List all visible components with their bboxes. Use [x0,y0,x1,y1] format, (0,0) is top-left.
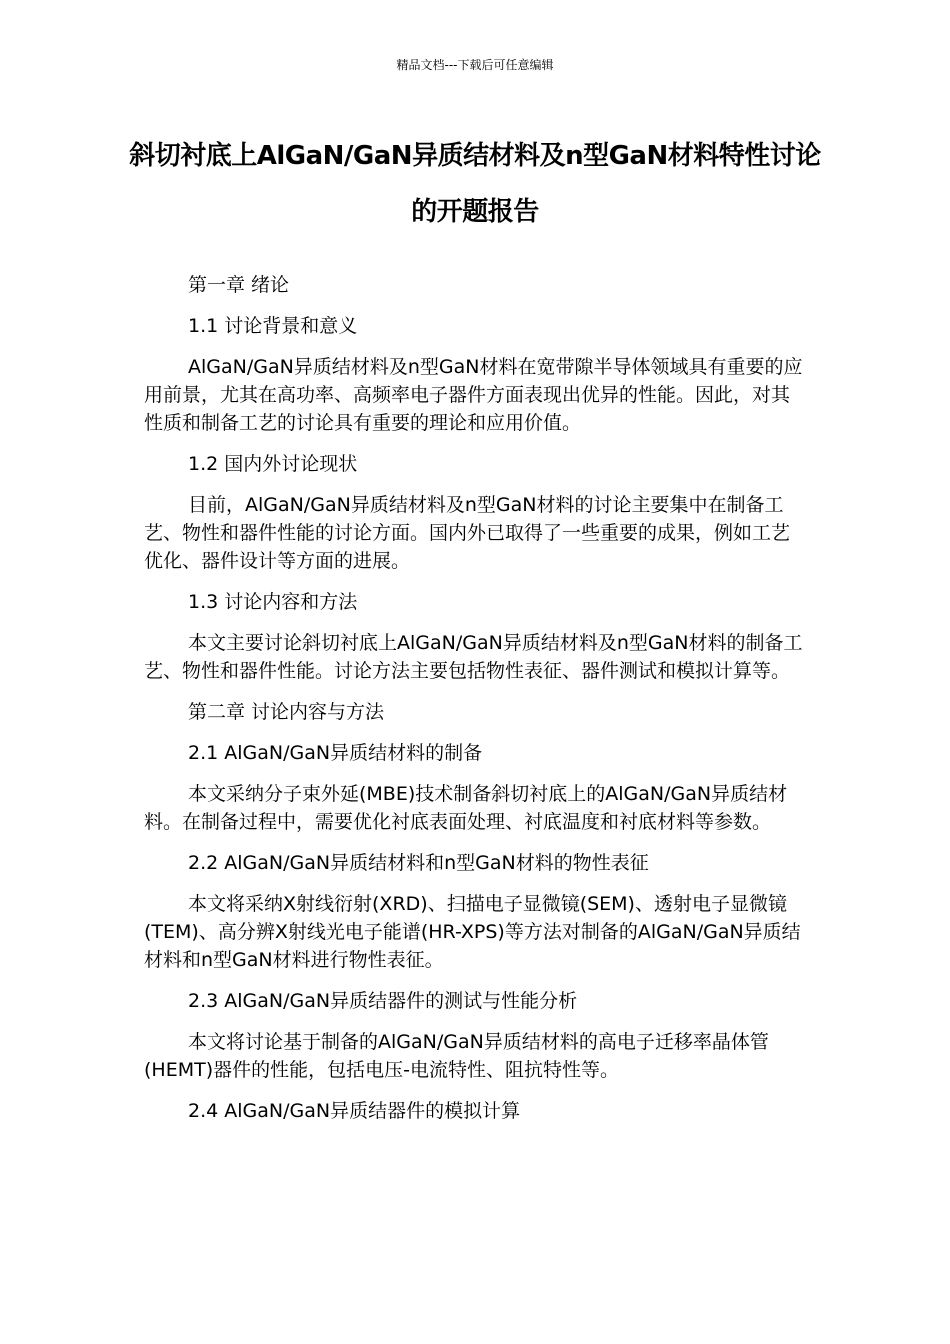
section-2-4-heading: 2.4 AlGaN/GaN异质结器件的模拟计算 [188,1100,521,1122]
section-1-2-paragraph: 目前，AlGaN/GaN异质结材料及n型GaN材料的讨论主要集中在制备工艺、物性和器件性能的讨论方面。国内外已取得了一些重要的成果，例如工艺优化、器件设计等方面的进展。 [144,494,791,572]
section-1-1-heading: 1.1 讨论背景和意义 [188,315,358,337]
section-1-2-heading: 1.2 国内外讨论现状 [188,453,358,475]
chapter-1-heading: 第一章 绪论 [188,274,290,296]
chapter-2-heading: 第二章 讨论内容与方法 [188,701,385,723]
section-2-2-paragraph: 本文将采纳X射线衍射(XRD)、扫描电子显微镜(SEM)、透射电子显微镜(TEM)、高分辨X射线光电子能谱(HR-XPS)等方法对制备的AlGaN/GaN异质结材料和n型GaN材料进行物性表征。 [144,893,801,971]
section-1-3-paragraph: 本文主要讨论斜切衬底上AlGaN/GaN异质结材料及n型GaN材料的制备工艺、物性和器件性能。讨论方法主要包括物性表征、器件测试和模拟计算等。 [144,632,803,682]
page-header: 精品文档---下载后可任意编辑 [396,58,554,72]
document-body [144,271,806,1138]
section-2-3-heading: 2.3 AlGaN/GaN异质结器件的测试与性能分析 [188,990,578,1012]
document-title: 斜切衬底上AlGaN/GaN异质结材料及n型GaN材料特性讨论的开题报告 [129,141,821,227]
section-2-1-paragraph: 本文采纳分子束外延(MBE)技术制备斜切衬底上的AlGaN/GaN异质结材料。在制备过程中，需要优化衬底表面处理、衬底温度和衬底材料等参数。 [144,783,788,833]
section-2-3-paragraph: 本文将讨论基于制备的AlGaN/GaN异质结材料的高电子迁移率晶体管(HEMT)器件的性能，包括电压-电流特性、阻抗特性等。 [144,1031,769,1081]
section-2-2-heading: 2.2 AlGaN/GaN异质结材料和n型GaN材料的物性表征 [188,852,649,874]
section-1-3-heading: 1.3 讨论内容和方法 [188,591,358,613]
section-2-1-heading: 2.1 AlGaN/GaN异质结材料的制备 [188,742,483,764]
section-1-1-paragraph: AlGaN/GaN异质结材料及n型GaN材料在宽带隙半导体领域具有重要的应用前景，尤其在高功率、高频率电子器件方面表现出优异的性能。因此，对其性质和制备工艺的讨论具有重要的理论和应用价值。 [144,356,803,434]
